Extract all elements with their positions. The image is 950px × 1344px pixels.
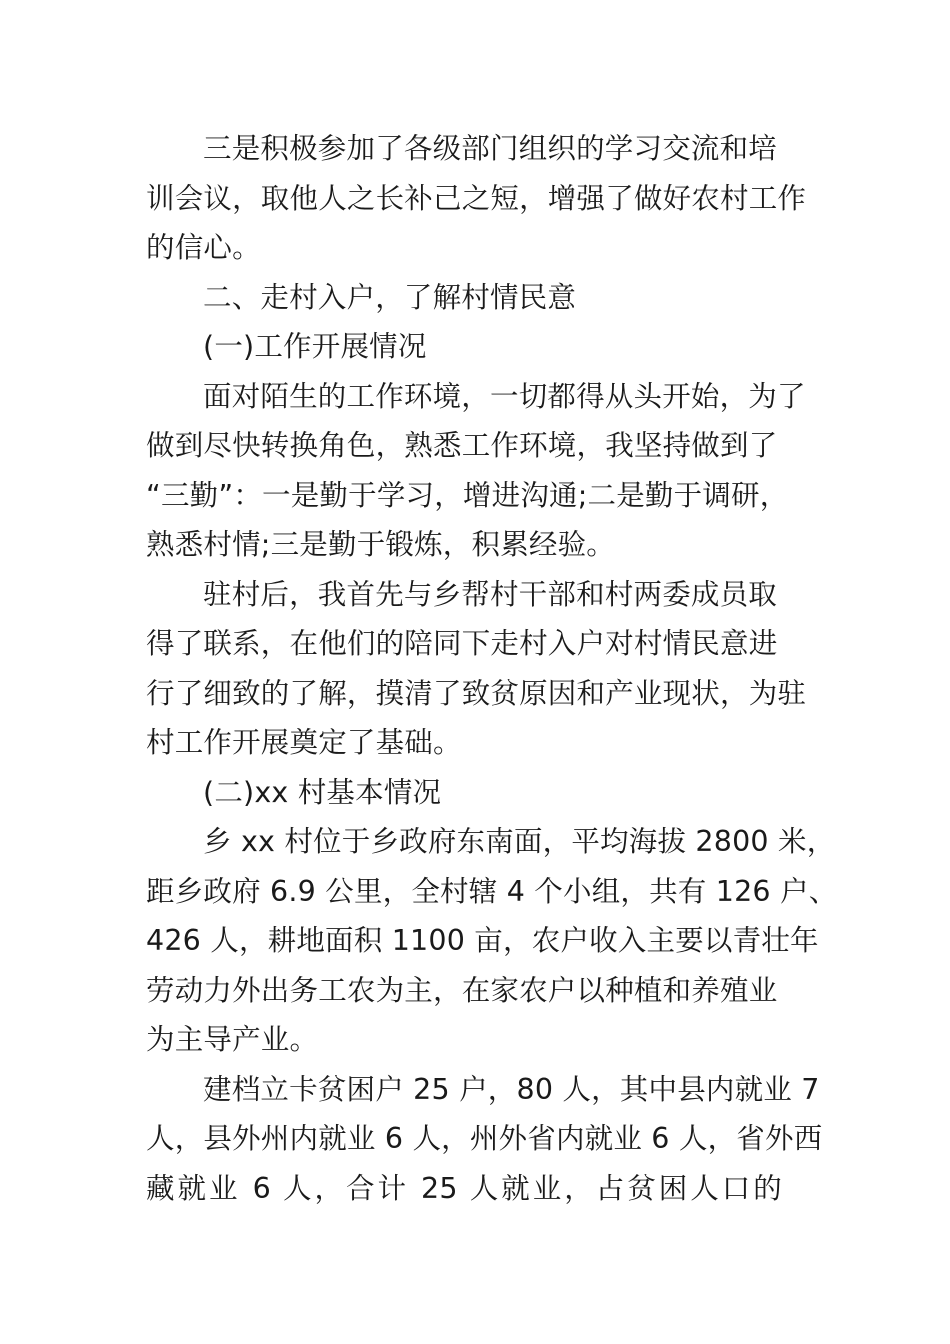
paragraph-village-visit xyxy=(146,570,806,768)
subsection-heading-text: (二)xx 村基本情况 xyxy=(203,775,442,809)
subsection-heading-text: (一)工作开展情况 xyxy=(203,330,427,363)
subsection-heading-1 xyxy=(146,322,806,372)
paragraph-poverty-stats xyxy=(146,1065,823,1214)
text-line: 得了联系，在他们的陪同下走村入户对村情民意进 xyxy=(146,627,778,660)
text-line: 的信心。 xyxy=(146,231,261,264)
text-line: “三勤”：一是勤于学习，增进沟通;二是勤于调研， xyxy=(146,478,789,512)
paragraph-village-overview xyxy=(146,817,838,1065)
text-line: 做到尽快转换角色，熟悉工作环境，我坚持做到了 xyxy=(146,429,778,462)
paragraph-training xyxy=(146,124,806,273)
text-line: 三是积极参加了各级部门组织的学习交流和培 xyxy=(203,132,778,165)
text-line: 面对陌生的工作环境，一切都得从头开始，为了 xyxy=(203,379,806,413)
text-line: 训会议，取他人之长补己之短，增强了做好农村工作 xyxy=(146,181,807,215)
text-line: 426 人，耕地面积 1100 亩，农户收入主要以青壮年 xyxy=(146,924,819,957)
text-line: 村工作开展奠定了基础。 xyxy=(146,726,462,759)
subsection-heading-2 xyxy=(146,768,806,818)
text-line: 建档立卡贫困户 25 户，80 人，其中县内就业 7 xyxy=(203,1072,820,1106)
text-line: 熟悉村情;三是勤于锻炼，积累经验。 xyxy=(146,528,616,561)
text-line: 人，县外州内就业 6 人，州外省内就业 6 人，省外西 xyxy=(146,1122,823,1155)
text-line: 距乡政府 6.9 公里，全村辖 4 个小组，共有 126 户、 xyxy=(146,874,838,908)
text-line: 驻村后，我首先与乡帮村干部和村两委成员取 xyxy=(203,577,778,611)
document-body xyxy=(146,124,838,1213)
text-line: 乡 xx 村位于乡政府东南面，平均海拔 2800 米， xyxy=(203,825,836,858)
section-heading-2 xyxy=(146,273,806,323)
text-line: 为主导产业。 xyxy=(146,1023,319,1056)
text-line: 劳动力外出务工农为主，在家农户以种植和养殖业 xyxy=(146,973,778,1007)
section-heading-text: 二、走村入户，了解村情民意 xyxy=(203,280,577,314)
text-line: 藏就业 6 人，合计 25 人就业，占贫困人口的 xyxy=(146,1171,782,1205)
paragraph-work-environment xyxy=(146,372,806,570)
text-line: 行了细致的了解，摸清了致贫原因和产业现状，为驻 xyxy=(146,676,807,710)
